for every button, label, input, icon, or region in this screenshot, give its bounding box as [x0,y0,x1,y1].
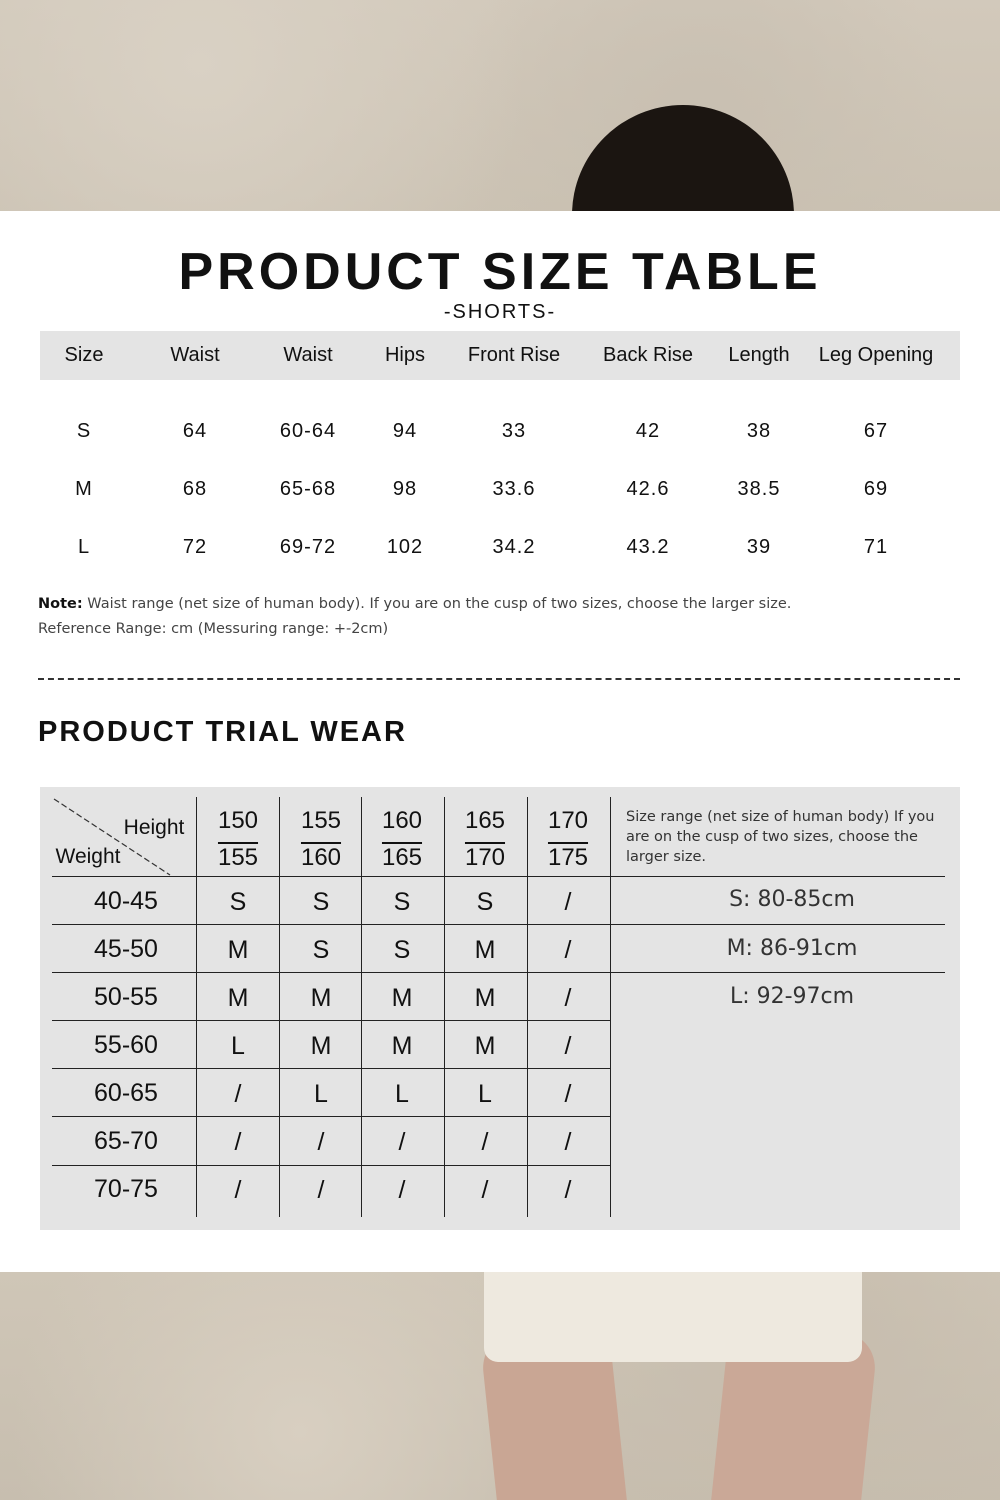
size-cell: S [393,888,411,916]
size-range: M: 86-91cm [726,936,858,961]
row-leg-opening: 67 [863,420,889,442]
size-cell: L [231,1032,245,1060]
row-waist: 68 [182,478,208,500]
grid-line [52,1020,610,1021]
size-table-header [40,331,960,380]
size-cell: M [474,984,496,1012]
grid-line [52,1116,610,1117]
grid-line [52,924,945,925]
size-cell: M [391,984,413,1012]
row-size: L [77,536,91,558]
size-cell: / [564,888,572,916]
row-waist-range: 65-68 [279,478,337,500]
model-shorts [484,1272,862,1362]
size-cell: / [234,1128,242,1156]
size-cell: / [564,1176,572,1204]
size-cell: / [398,1128,406,1156]
row-hips: 98 [392,478,418,500]
size-table-subtitle: -SHORTS- [443,301,557,323]
height-bottom: 170 [464,844,506,871]
height-top: 150 [217,807,259,834]
header-front-rise: Front Rise [467,344,561,366]
row-front-rise: 33.6 [492,478,536,500]
height-label: Height [123,816,185,839]
header-length: Length [728,344,790,366]
height-bottom: 165 [381,844,423,871]
size-cell: M [474,1032,496,1060]
row-leg-opening: 69 [863,478,889,500]
height-top: 170 [547,807,589,834]
row-waist: 64 [182,420,208,442]
height-bottom: 160 [300,844,342,871]
size-cell: / [398,1176,406,1204]
size-cell: S [476,888,494,916]
row-size: S [76,420,92,442]
header-waist-range: Waist [283,344,333,366]
size-cell: / [234,1176,242,1204]
row-size: M [75,478,93,500]
row-back-rise: 42.6 [626,478,670,500]
size-cell: M [474,936,496,964]
size-cell: S [312,936,330,964]
grid-line [361,797,362,1217]
header-leg-opening: Leg Opening [818,344,934,366]
note-label: Note: [38,596,83,612]
row-hips: 102 [386,536,424,558]
weight-label: Weight [55,845,121,868]
row-length: 38.5 [737,478,781,500]
size-cell: / [481,1176,489,1204]
size-cell: M [227,936,249,964]
height-bottom: 155 [217,844,259,871]
size-cell: / [564,984,572,1012]
row-front-rise: 33 [501,420,527,442]
size-cell: L [395,1080,409,1108]
size-cell: M [391,1032,413,1060]
row-leg-opening: 71 [863,536,889,558]
row-length: 39 [746,536,772,558]
grid-line [196,797,197,1217]
reference-range: Reference Range: cm (Messuring range: +-2cm) [38,621,389,637]
weight-row-label: 55-60 [94,1031,158,1059]
weight-row-label: 65-70 [94,1127,158,1155]
header-waist: Waist [170,344,220,366]
note-text: Waist range (net size of human body). If you are on the cusp of two sizes, choose the larger size. [82,596,792,612]
grid-line [52,1165,610,1166]
size-range: S: 80-85cm [729,887,855,912]
size-cell: / [564,1032,572,1060]
bottom-photo [0,1272,1000,1500]
row-front-rise: 34.2 [492,536,536,558]
grid-line [444,797,445,1217]
size-cell: L [478,1080,492,1108]
size-card [0,211,1000,1272]
row-back-rise: 42 [635,420,661,442]
height-top: 165 [464,807,506,834]
header-back-rise: Back Rise [602,344,694,366]
size-cell: / [564,1128,572,1156]
height-top: 160 [381,807,423,834]
grid-line [610,797,611,1217]
size-cell: L [314,1080,328,1108]
grid-line [52,972,945,973]
size-cell: / [481,1128,489,1156]
size-table-title: PRODUCT SIZE TABLE [178,243,822,301]
size-note [38,596,791,612]
size-cell: S [393,936,411,964]
size-cell: / [317,1128,325,1156]
size-cell: / [564,936,572,964]
size-cell: S [312,888,330,916]
model-hair [572,105,794,211]
size-cell: S [229,888,247,916]
size-cell: M [310,984,332,1012]
header-hips: Hips [384,344,426,366]
range-note: Size range (net size of human body) If you are on the cusp of two sizes, choose the larger size. [626,809,935,865]
row-length: 38 [746,420,772,442]
row-back-rise: 43.2 [626,536,670,558]
size-cell: / [564,1080,572,1108]
section-divider [38,678,960,680]
size-range: L: 92-97cm [729,984,855,1009]
grid-line [52,876,945,877]
row-hips: 94 [392,420,418,442]
trial-wear-title: PRODUCT TRIAL WEAR [38,716,407,748]
weight-row-label: 40-45 [94,887,158,915]
grid-line [52,1068,610,1069]
header-size: Size [64,344,104,366]
weight-row-label: 45-50 [94,935,158,963]
height-top: 155 [300,807,342,834]
size-cell: M [310,1032,332,1060]
weight-row-label: 70-75 [94,1175,158,1203]
trial-wear-grid [40,787,960,1230]
weight-row-label: 60-65 [94,1079,158,1107]
row-waist-range: 60-64 [279,420,337,442]
top-photo [0,0,1000,211]
height-bottom: 175 [547,844,589,871]
size-cell: M [227,984,249,1012]
grid-line [527,797,528,1217]
row-waist-range: 69-72 [279,536,337,558]
weight-row-label: 50-55 [94,983,158,1011]
size-cell: / [234,1080,242,1108]
grid-line [279,797,280,1217]
size-cell: / [317,1176,325,1204]
row-waist: 72 [182,536,208,558]
